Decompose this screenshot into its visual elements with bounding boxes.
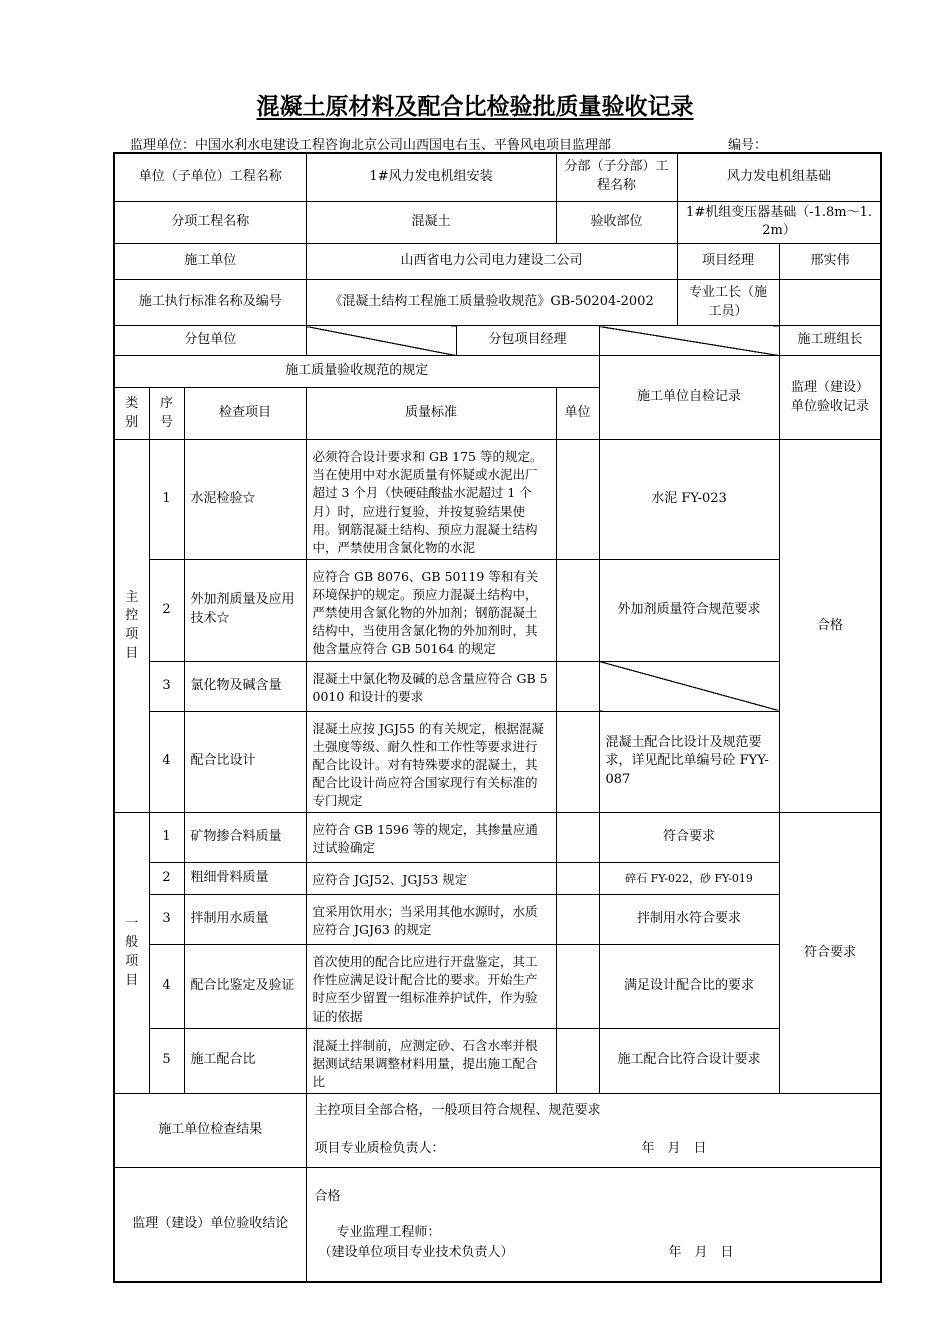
quality-standard: 混凝土中氯化物及碱的总含量应符合 GB 50010 和设计的要求 (306, 661, 556, 711)
construction-check-date: 年 月 日 (641, 1141, 707, 1157)
seq: 1 (149, 440, 184, 560)
check-item: 配合比设计 (184, 711, 306, 813)
unit-cell (556, 1028, 599, 1093)
unit-cell (556, 945, 599, 1029)
acceptance-part-label: 验收部位 (556, 201, 677, 244)
self-check-record: 混凝土配合比设计及规范要求，详见配比单编号砼 FYY-087 (599, 711, 779, 813)
table-row (114, 711, 881, 813)
supervision-header: 监理（建设）单位验收记录 (779, 356, 881, 440)
unit-cell (556, 559, 599, 661)
unit-cell (556, 440, 599, 560)
quality-standard: 应符合 GB 1596 等的规定，其掺量应通过试验确定 (306, 813, 556, 863)
self-check-record: 符合要求 (599, 813, 779, 863)
spec-header: 施工质量验收规范的规定 (114, 356, 599, 388)
check-item: 外加剂质量及应用技术☆ (184, 559, 306, 661)
unit-project-label: 单位（子单位）工程名称 (114, 153, 306, 201)
item-project-label: 分项工程名称 (114, 201, 306, 244)
supervision-conclusion-content (306, 1168, 881, 1282)
check-item: 拌制用水质量 (184, 895, 306, 945)
supervision-unit: 监理单位：中国水利水电建设工程咨询北京公司山西国电右玉、平鲁风电项目监理部 (130, 138, 612, 153)
item-project-value: 混凝土 (306, 201, 556, 244)
general-result: 符合要求 (779, 813, 881, 1094)
project-manager-label: 项目经理 (677, 244, 779, 280)
supervision-conclusion-area (307, 1168, 881, 1280)
acceptance-part-value: 1#机组变压器基础（-1.8m～1.2m） (677, 201, 881, 244)
supervision-conclusion-result: 合格 (314, 1189, 341, 1205)
standard-value: 《混凝土结构工程施工质量验收规范》GB-50204-2002 (306, 280, 677, 326)
main-category: 主控项目 (114, 440, 149, 813)
construction-unit-value: 山西省电力公司电力建设二公司 (306, 244, 677, 280)
self-check-record: 水泥 FY-023 (599, 440, 779, 560)
number-label: 编号： (728, 138, 768, 153)
sub-project-label: 分部（子分部）工程名称 (556, 153, 677, 201)
table-row (114, 559, 881, 661)
project-manager-value: 邢实伟 (779, 244, 881, 280)
table-row (114, 863, 881, 895)
seq: 2 (149, 559, 184, 661)
construction-check-area (307, 1094, 881, 1166)
self-check-record: 拌制用水符合要求 (599, 895, 779, 945)
check-item: 施工配合比 (184, 1028, 306, 1093)
unit-cell (556, 711, 599, 813)
table-row (114, 1028, 881, 1093)
main-result: 合格 (779, 440, 881, 813)
unit-cell (556, 863, 599, 895)
subcontract-unit-value (306, 326, 456, 356)
subcontract-unit-label: 分包单位 (114, 326, 306, 356)
seq-header: 序号 (149, 388, 184, 440)
owner-tech-signer: （建设单位项目专业技术负责人） (318, 1245, 514, 1261)
self-check-header: 施工单位自检记录 (599, 356, 779, 440)
category-header: 类别 (114, 388, 149, 440)
self-check-record: 碎石 FY-022，砂 FY-019 (599, 863, 779, 895)
construction-check-signer: 项目专业质检负责人： (314, 1141, 445, 1157)
construction-check-label: 施工单位检查结果 (114, 1094, 306, 1168)
check-item: 水泥检验☆ (184, 440, 306, 560)
item-header: 检查项目 (184, 388, 306, 440)
table-row (114, 661, 881, 711)
sub-project-value: 风力发电机组基础 (677, 153, 881, 201)
self-check-record (599, 661, 779, 711)
table-row (114, 440, 881, 560)
unit-cell (556, 813, 599, 863)
table-row (114, 895, 881, 945)
check-item: 粗细骨料质量 (184, 863, 306, 895)
unit-header: 单位 (556, 388, 599, 440)
construction-check-result: 主控项目全部合格，一般项目符合规程、规范要求 (314, 1103, 601, 1119)
construction-unit-label: 施工单位 (114, 244, 306, 280)
check-item: 矿物掺合料质量 (184, 813, 306, 863)
quality-standard: 必须符合设计要求和 GB 175 等的规定。当在使用中对水泥质量有怀疑或水泥出厂超过 3 个月（快硬硅酸盐水泥超过 1 个月）时，应进行复验，并按复验结果使用。钢筋混凝土结构、预应力混凝土结构中，严禁使用含氯化物的水泥 (306, 440, 556, 560)
page-title (0, 88, 950, 121)
standard-label: 施工执行标准名称及编号 (114, 280, 306, 326)
subcontract-manager-label: 分包项目经理 (456, 326, 599, 356)
check-item: 配合比鉴定及验证 (184, 945, 306, 1029)
check-item: 氯化物及碱含量 (184, 661, 306, 711)
standard-header: 质量标准 (306, 388, 556, 440)
quality-standard: 应符合 JGJ52、JGJ53 规定 (306, 863, 556, 895)
quality-standard: 首次使用的配合比应进行开盘鉴定，其工作性应满足设计配合比的要求。开始生产时应至少留置一组标准养护试件，作为验证的依据 (306, 945, 556, 1029)
unit-cell (556, 895, 599, 945)
foreman-value (779, 280, 881, 326)
construction-check-content (306, 1094, 881, 1168)
quality-standard: 混凝土拌制前，应测定砂、石含水率并根据测试结果调整材料用量，提出施工配合比 (306, 1028, 556, 1093)
supervision-engineer-signer: 专业监理工程师： (336, 1225, 441, 1241)
general-category: 一般项目 (114, 813, 149, 1094)
seq: 2 (149, 863, 184, 895)
acceptance-form (113, 152, 882, 1283)
supervision-conclusion-label: 监理（建设）单位验收结论 (114, 1168, 306, 1282)
self-check-record: 施工配合比符合设计要求 (599, 1028, 779, 1093)
seq: 4 (149, 945, 184, 1029)
table-row (114, 945, 881, 1029)
title-text: 混凝土原材料及配合比检验批质量验收记录 (256, 94, 694, 120)
quality-standard: 宜采用饮用水；当采用其他水源时，水质应符合 JGJ63 的规定 (306, 895, 556, 945)
self-check-record: 外加剂质量符合规范要求 (599, 559, 779, 661)
seq: 4 (149, 711, 184, 813)
team-leader-label: 施工班组长 (779, 326, 881, 356)
foreman-label: 专业工长（施工员） (677, 280, 779, 326)
unit-project-value: 1#风力发电机组安装 (306, 153, 556, 201)
supervision-conclusion-date: 年 月 日 (668, 1245, 734, 1261)
subcontract-manager-value (599, 326, 779, 356)
seq: 3 (149, 661, 184, 711)
quality-standard: 混凝土应按 JGJ55 的有关规定，根据混凝土强度等级、耐久性和工作性等要求进行配合比设计。对有特殊要求的混凝土，其配合比设计尚应符合国家现行有关标准的专门规定 (306, 711, 556, 813)
seq: 5 (149, 1028, 184, 1093)
quality-standard: 应符合 GB 8076、GB 50119 等和有关环境保护的规定。预应力混凝土结构中，严禁使用含氯化物的外加剂；钢筋混凝土结构中，当使用含氯化物的外加剂时，其他含量应符合 GB 50164 的规定 (306, 559, 556, 661)
table-row (114, 813, 881, 863)
seq: 1 (149, 813, 184, 863)
self-check-record: 满足设计配合比的要求 (599, 945, 779, 1029)
seq: 3 (149, 895, 184, 945)
unit-cell (556, 661, 599, 711)
